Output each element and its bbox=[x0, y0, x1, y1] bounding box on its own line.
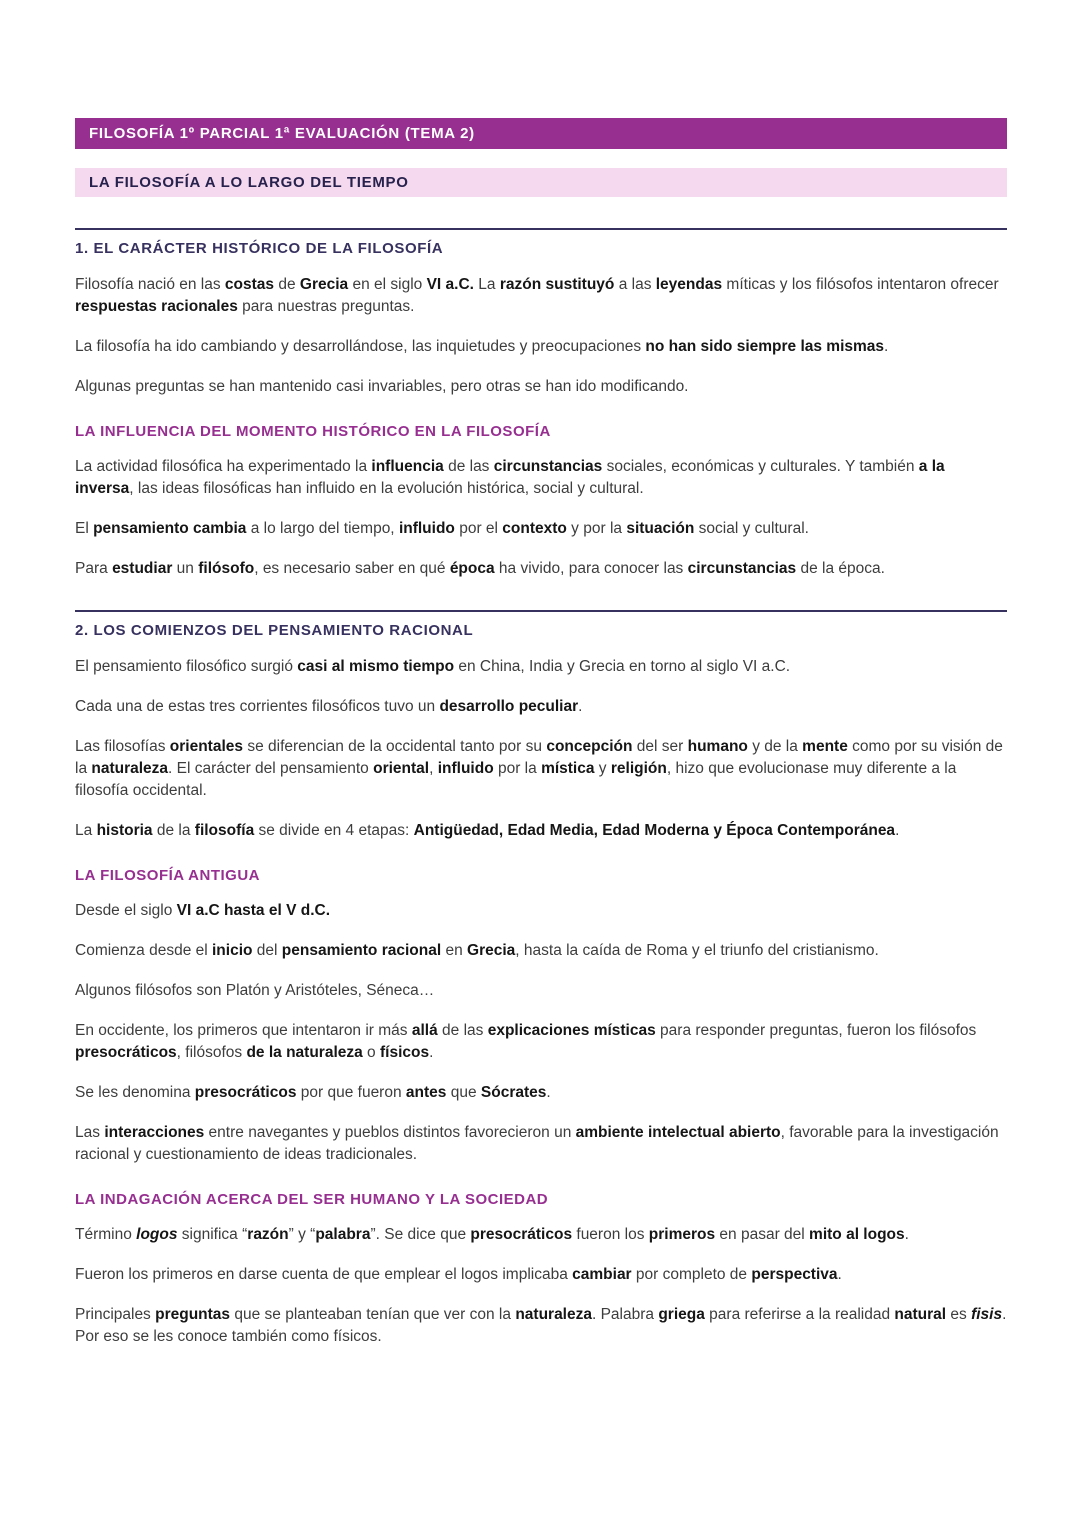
emphasis-text: de la naturaleza bbox=[246, 1044, 363, 1061]
emphasis-text: filósofo bbox=[198, 560, 255, 577]
emphasis-text: griega bbox=[658, 1306, 705, 1323]
text-segment: de bbox=[274, 276, 300, 293]
text-segment: míticas y los filósofos intentaron ofrecer bbox=[722, 276, 999, 293]
text-segment: que bbox=[446, 1084, 481, 1101]
emphasis-text: circunstancias bbox=[493, 458, 603, 475]
emphasis-text: naturaleza bbox=[515, 1306, 592, 1323]
text-segment: sociales, económicas y culturales. Y también bbox=[602, 458, 919, 475]
emphasis-text: logos bbox=[136, 1226, 178, 1243]
emphasis-text: contexto bbox=[502, 520, 567, 537]
text-segment: Las bbox=[75, 1124, 105, 1141]
emphasis-text: humano bbox=[687, 738, 748, 755]
paragraph bbox=[75, 336, 1007, 358]
emphasis-text: físicos bbox=[379, 1044, 430, 1061]
paragraph bbox=[75, 940, 1007, 962]
text-segment: En occidente, los primeros que intentaron ir más bbox=[75, 1022, 412, 1039]
text-segment: La filosofía ha ido cambiando y desarrollándose, las inquietudes y preocupaciones bbox=[75, 338, 646, 355]
emphasis-text: presocráticos bbox=[470, 1226, 573, 1243]
paragraph bbox=[75, 376, 1007, 398]
text-segment: , hizo que evolucionase muy diferente a la filosofía occidental. bbox=[75, 760, 957, 799]
emphasis-text: pensamiento racional bbox=[281, 942, 442, 959]
paragraph bbox=[75, 274, 1007, 318]
text-segment: , es necesario saber en qué bbox=[254, 560, 450, 577]
text-segment: Término bbox=[75, 1226, 137, 1243]
emphasis-text: estudiar bbox=[112, 560, 173, 577]
text-segment: para responder preguntas, fueron los filósofos bbox=[655, 1022, 977, 1039]
text-segment: . bbox=[884, 338, 889, 355]
emphasis-text: primeros bbox=[648, 1226, 716, 1243]
text-segment: . bbox=[837, 1266, 842, 1283]
text-segment: se diferencian de la occidental tanto por su bbox=[243, 738, 547, 755]
text-segment: como por su visión de la bbox=[75, 738, 1003, 777]
text-segment: y de la bbox=[747, 738, 803, 755]
emphasis-text: a la inversa bbox=[75, 458, 945, 497]
paragraph bbox=[75, 1082, 1007, 1104]
emphasis-text: presocráticos bbox=[75, 1044, 177, 1061]
text-segment: para referirse a la realidad bbox=[704, 1306, 895, 1323]
text-segment: , bbox=[429, 760, 438, 777]
text-segment: en pasar del bbox=[715, 1226, 810, 1243]
emphasis-text: palabra bbox=[315, 1226, 371, 1243]
emphasis-text: circunstancias bbox=[687, 560, 797, 577]
emphasis-text: preguntas bbox=[155, 1306, 231, 1323]
text-segment: El bbox=[75, 520, 94, 537]
emphasis-text: historia bbox=[96, 822, 153, 839]
document-body bbox=[75, 228, 1007, 1348]
emphasis-text: costas bbox=[224, 276, 275, 293]
text-segment: por el bbox=[454, 520, 503, 537]
text-segment: de la época. bbox=[796, 560, 885, 577]
text-segment: en el siglo bbox=[348, 276, 427, 293]
emphasis-text: razón sustituyó bbox=[499, 276, 615, 293]
text-segment: Desde el siglo bbox=[75, 902, 177, 919]
emphasis-text: religión bbox=[610, 760, 667, 777]
text-segment: y por la bbox=[566, 520, 627, 537]
text-segment: . bbox=[578, 698, 583, 715]
text-segment: La bbox=[473, 276, 500, 293]
text-segment: de las bbox=[443, 458, 494, 475]
subsection-heading bbox=[75, 423, 1007, 440]
text-segment: La actividad filosófica ha experimentado la bbox=[75, 458, 372, 475]
text-segment: Filosofía nació en las bbox=[75, 276, 225, 293]
text-segment: en China, India y Grecia en torno al siglo VI a.C. bbox=[454, 658, 791, 675]
emphasis-text: filosofía bbox=[194, 822, 255, 839]
emphasis-text: no han sido siempre las mismas bbox=[645, 338, 885, 355]
emphasis-text: oriental bbox=[373, 760, 430, 777]
emphasis-text: época bbox=[449, 560, 495, 577]
emphasis-text: ambiente intelectual abierto bbox=[575, 1124, 781, 1141]
emphasis-text: antes bbox=[405, 1084, 447, 1101]
text-segment: Algunos filósofos son Platón y Aristóteles, Séneca… bbox=[75, 982, 435, 999]
text-segment: Se les denomina bbox=[75, 1084, 195, 1101]
emphasis-text: inicio bbox=[212, 942, 253, 959]
text-segment: 1. EL CARÁCTER HISTÓRICO DE LA FILOSOFÍA bbox=[75, 240, 444, 257]
paragraph bbox=[75, 980, 1007, 1002]
emphasis-text: concepción bbox=[546, 738, 633, 755]
text-segment: un bbox=[172, 560, 199, 577]
text-segment: entre navegantes y pueblos distintos favorecieron un bbox=[204, 1124, 576, 1141]
text-segment: a las bbox=[614, 276, 656, 293]
text-segment: por completo de bbox=[631, 1266, 752, 1283]
emphasis-text: razón bbox=[247, 1226, 289, 1243]
text-segment: es bbox=[946, 1306, 972, 1323]
text-segment: LA INFLUENCIA DEL MOMENTO HISTÓRICO EN LA FILOSOFÍA bbox=[75, 423, 551, 440]
emphasis-text: VI a.C. bbox=[426, 276, 474, 293]
emphasis-text: cambiar bbox=[572, 1266, 632, 1283]
paragraph bbox=[75, 820, 1007, 842]
paragraph bbox=[75, 1122, 1007, 1166]
subsection-heading bbox=[75, 867, 1007, 884]
text-segment: , las ideas filosóficas han influido en la evolución histórica, social y cultural. bbox=[129, 480, 644, 497]
text-segment: que se planteaban tenían que ver con la bbox=[230, 1306, 516, 1323]
emphasis-text: perspectiva bbox=[751, 1266, 838, 1283]
text-segment: . Palabra bbox=[591, 1306, 659, 1323]
emphasis-text: orientales bbox=[169, 738, 244, 755]
text-segment: . bbox=[895, 822, 900, 839]
emphasis-text: Grecia bbox=[467, 942, 516, 959]
section-heading bbox=[75, 228, 1007, 257]
paragraph bbox=[75, 558, 1007, 580]
paragraph bbox=[75, 456, 1007, 500]
paragraph bbox=[75, 736, 1007, 802]
emphasis-text: mito al logos bbox=[809, 1226, 905, 1243]
paragraph bbox=[75, 1304, 1007, 1348]
text-segment: LA FILOSOFÍA ANTIGUA bbox=[75, 867, 260, 884]
text-segment: social y cultural. bbox=[694, 520, 809, 537]
text-segment: en bbox=[441, 942, 468, 959]
text-segment: . bbox=[429, 1044, 434, 1061]
text-segment: fueron los bbox=[572, 1226, 649, 1243]
text-segment: La bbox=[75, 822, 97, 839]
text-segment: ha vivido, para conocer las bbox=[494, 560, 688, 577]
text-segment: Las filosofías bbox=[75, 738, 170, 755]
emphasis-text: natural bbox=[894, 1306, 947, 1323]
text-segment: del ser bbox=[632, 738, 688, 755]
emphasis-text: casi al mismo tiempo bbox=[297, 658, 455, 675]
emphasis-text: mística bbox=[541, 760, 595, 777]
text-segment: Algunas preguntas se han mantenido casi invariables, pero otras se han ido modificando. bbox=[75, 378, 689, 395]
text-segment: Para bbox=[75, 560, 113, 577]
emphasis-text: situación bbox=[626, 520, 695, 537]
emphasis-text: fisis bbox=[971, 1306, 1003, 1323]
emphasis-text: pensamiento cambia bbox=[93, 520, 247, 537]
text-segment: de la bbox=[152, 822, 195, 839]
section-heading bbox=[75, 610, 1007, 639]
emphasis-text: VI a.C hasta el V d.C. bbox=[176, 902, 330, 919]
text-segment: para nuestras preguntas. bbox=[237, 298, 415, 315]
emphasis-text: interacciones bbox=[104, 1124, 205, 1141]
text-segment: y bbox=[594, 760, 611, 777]
emphasis-text: allá bbox=[411, 1022, 438, 1039]
document-title-banner: FILOSOFÍA 1º PARCIAL 1ª EVALUACIÓN (TEMA 2) bbox=[75, 118, 1007, 149]
emphasis-text: explicaciones místicas bbox=[487, 1022, 656, 1039]
text-segment: LA INDAGACIÓN ACERCA DEL SER HUMANO Y LA SOCIEDAD bbox=[75, 1191, 549, 1208]
text-segment: . bbox=[904, 1226, 909, 1243]
text-segment: . Por eso se les conoce también como físicos. bbox=[75, 1306, 1007, 1345]
emphasis-text: Antigüedad, Edad Media, Edad Moderna y Época Contemporánea bbox=[413, 822, 896, 839]
text-segment: se divide en 4 etapas: bbox=[254, 822, 414, 839]
paragraph bbox=[75, 1020, 1007, 1064]
emphasis-text: respuestas racionales bbox=[75, 298, 238, 315]
paragraph bbox=[75, 656, 1007, 678]
paragraph bbox=[75, 900, 1007, 922]
emphasis-text: naturaleza bbox=[91, 760, 169, 777]
text-segment: a lo largo del tiempo, bbox=[246, 520, 399, 537]
text-segment: del bbox=[252, 942, 282, 959]
emphasis-text: presocráticos bbox=[194, 1084, 297, 1101]
emphasis-text: influido bbox=[437, 760, 494, 777]
text-segment: significa “ bbox=[177, 1226, 248, 1243]
paragraph bbox=[75, 1224, 1007, 1246]
text-segment: 2. LOS COMIENZOS DEL PENSAMIENTO RACIONAL bbox=[75, 622, 474, 639]
document-subtitle-banner: LA FILOSOFÍA A LO LARGO DEL TIEMPO bbox=[75, 168, 1007, 197]
text-segment: o bbox=[362, 1044, 380, 1061]
emphasis-text: desarrollo peculiar bbox=[439, 698, 579, 715]
text-segment: Fueron los primeros en darse cuenta de que emplear el logos implicaba bbox=[75, 1266, 573, 1283]
text-segment: . bbox=[546, 1084, 551, 1101]
emphasis-text: mente bbox=[802, 738, 848, 755]
text-segment: ” y “ bbox=[288, 1226, 316, 1243]
subsection-heading bbox=[75, 1191, 1007, 1208]
text-segment: . El carácter del pensamiento bbox=[168, 760, 374, 777]
emphasis-text: Sócrates bbox=[480, 1084, 547, 1101]
paragraph bbox=[75, 696, 1007, 718]
text-segment: ”. Se dice que bbox=[370, 1226, 471, 1243]
emphasis-text: leyendas bbox=[655, 276, 723, 293]
text-segment: Cada una de estas tres corrientes filosóficos tuvo un bbox=[75, 698, 440, 715]
text-segment: Principales bbox=[75, 1306, 156, 1323]
paragraph bbox=[75, 518, 1007, 540]
emphasis-text: Grecia bbox=[299, 276, 349, 293]
text-segment: de las bbox=[437, 1022, 488, 1039]
text-segment: Comienza desde el bbox=[75, 942, 212, 959]
text-segment: por que fueron bbox=[296, 1084, 406, 1101]
paragraph bbox=[75, 1264, 1007, 1286]
emphasis-text: influido bbox=[398, 520, 455, 537]
text-segment: El pensamiento filosófico surgió bbox=[75, 658, 298, 675]
text-segment: , favorable para la investigación racional y cuestionamiento de ideas tradicionales. bbox=[75, 1124, 999, 1163]
text-segment: , filósofos bbox=[176, 1044, 247, 1061]
emphasis-text: influencia bbox=[371, 458, 444, 475]
text-segment: , hasta la caída de Roma y el triunfo del cristianismo. bbox=[515, 942, 879, 959]
text-segment: por la bbox=[493, 760, 542, 777]
